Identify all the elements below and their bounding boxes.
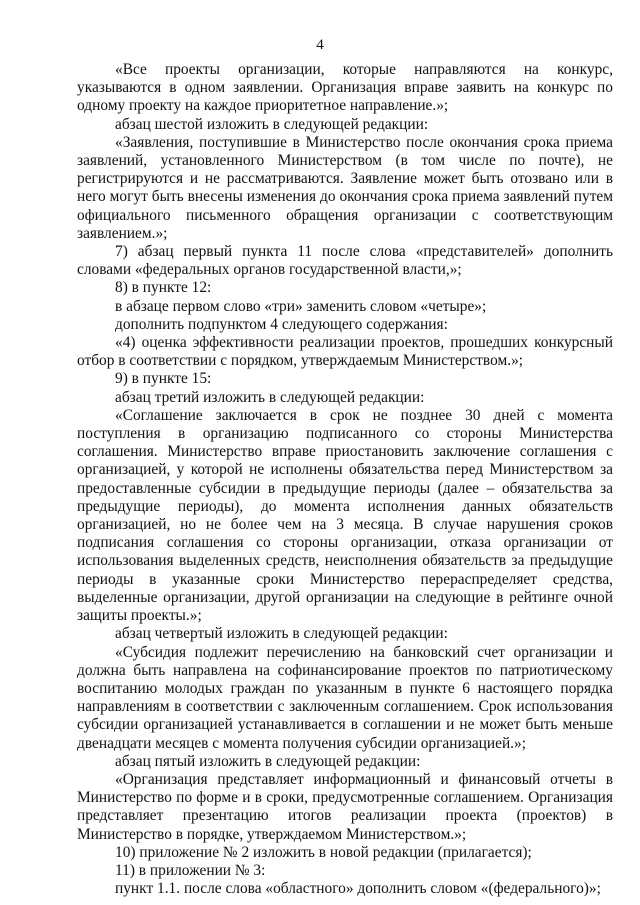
paragraph-sixth-clause-intro: абзац шестой изложить в следующей редакции: xyxy=(115,115,429,133)
paragraph-third-clause-intro: абзац третий изложить в следующей редакции: xyxy=(115,388,425,406)
page-number: 4 xyxy=(316,37,324,53)
paragraph-agreement-terms: «Соглашение заключается в срок не позднее 30 дней с момента поступления в организацию подписанного со стороны Министерства соглашения. Министерство вправе приостановить заключение соглашения с организацией, у которой не исполнены обязательства перед Министерством за предоставленные субсидии в предыдущие периоды (далее – обязательства за предыдущие периоды), до момента исполнения данных обязательств организацией, но не более чем на 3 месяца. В случае нарушения сроков подписания соглашения со стороны организации, отказа организации от использования выделенных средств, неисполнения обязательств за предыдущие периоды в указанные сроки Министерство перераспределяет средства, выделенные организации, другой организации на следующие в рейтинге очной защиты проекты.»; xyxy=(77,406,613,625)
paragraph-subsidy-transfer: «Субсидия подлежит перечислению на банковский счет организации и должна быть направлена на софинансирование проектов по патриотическому воспитанию молодых граждан по указанным в пункте 6 настоящего порядка направлениям в соответствии с заключенным соглашением. Срок использования субсидии организацией устанавливается в соглашении и не может быть меньше двенадцати месяцев с момента получения субсидии организацией.»; xyxy=(77,643,613,752)
paragraph-point-1-1: пункт 1.1. после слова «областного» дополнить словом «(федерального)»; xyxy=(115,880,601,898)
paragraph-fifth-clause-intro: абзац пятый изложить в следующей редакции: xyxy=(115,752,421,770)
paragraph-item-8: 8) в пункте 12: xyxy=(115,279,212,297)
paragraph-replace-three-with-four: в абзаце первом слово «три» заменить словом «четыре»; xyxy=(115,297,487,315)
paragraph-reports: «Организация представляет информационный и финансовый отчеты в Министерство по форме и в сроки, предусмотренные соглашением. Организация представляет презентацию итогов реализации проекта (проектов) в Министерство в порядке, утверждаемом Министерством.»; xyxy=(77,770,613,843)
paragraph-projects-in-one-application: «Все проекты организации, которые направляются на конкурс, указываются в одном заявлении. Организация вправе заявить на конкурс по одному проекту на каждое приоритетное направление.»; xyxy=(77,61,613,115)
paragraph-subitem-4-text: «4) оценка эффективности реализации проектов, прошедших конкурсный отбор в соответствии с порядком, утверждаемым Министерством.»; xyxy=(77,334,613,370)
paragraph-item-9: 9) в пункте 15: xyxy=(115,370,212,388)
paragraph-late-applications: «Заявления, поступившие в Министерство после окончания срока приема заявлений, установленного Министерством (в том числе по почте), не регистрируются и не рассматриваются. Заявление может быть отозвано или в него могут быть внесены изменения до окончания срока приема заявлений путем официального письменного обращения организации с соответствующим заявлением.»; xyxy=(77,133,613,242)
paragraph-item-11: 11) в приложении № 3: xyxy=(115,861,266,879)
paragraph-item-7: 7) абзац первый пункта 11 после слова «представителей» дополнить словами «федеральных органов государственной власти,»; xyxy=(77,243,613,279)
paragraph-item-10: 10) приложение № 2 изложить в новой редакции (прилагается); xyxy=(115,843,532,861)
paragraph-add-subitem-4: дополнить подпунктом 4 следующего содержания: xyxy=(115,315,448,333)
paragraph-fourth-clause-intro: абзац четвертый изложить в следующей редакции: xyxy=(115,625,448,643)
document-body xyxy=(77,61,613,898)
